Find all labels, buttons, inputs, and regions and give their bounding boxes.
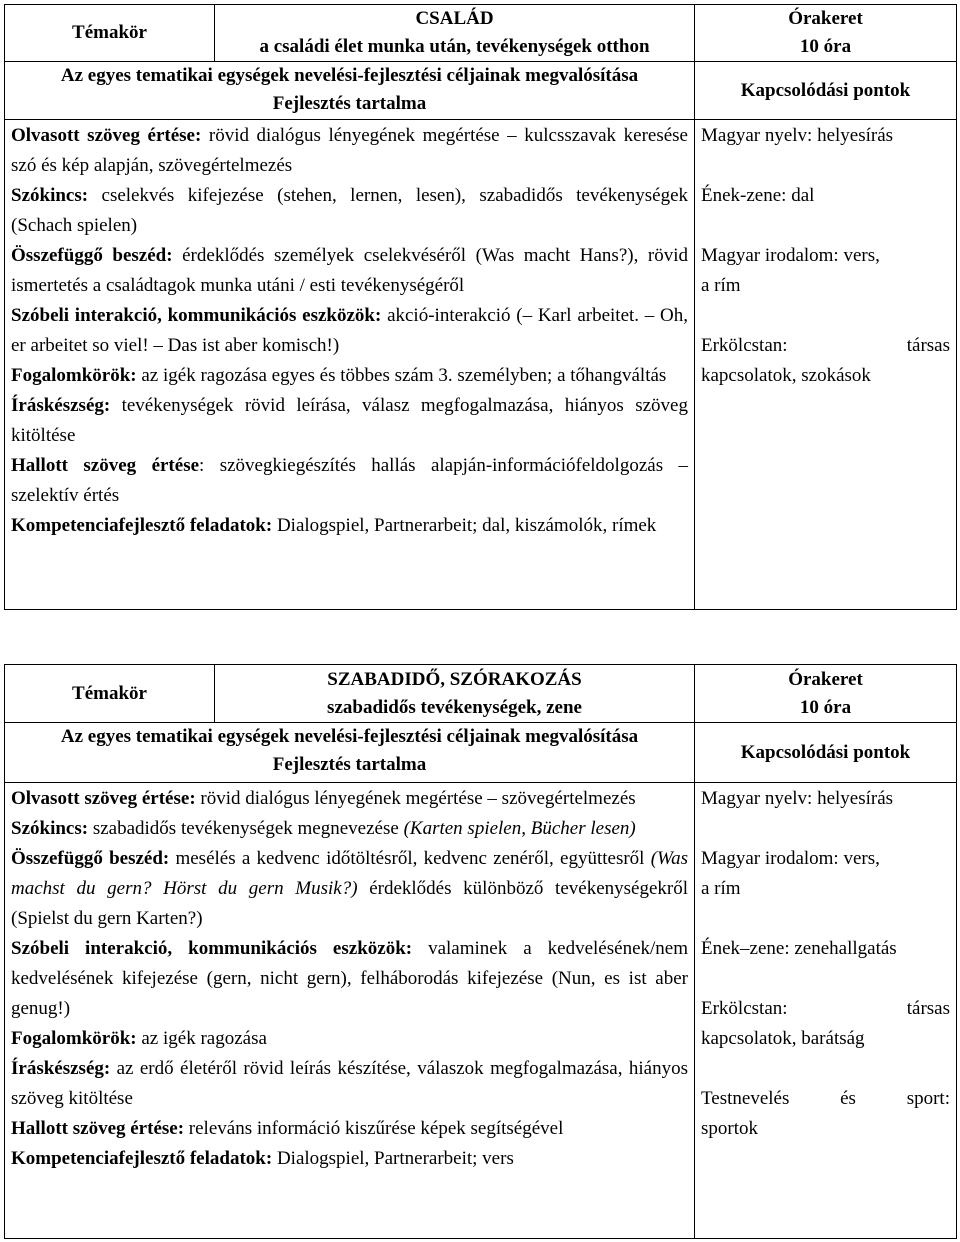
topic-subtitle: szabadidős tevékenységek, zene (327, 697, 582, 718)
content-heading: Fejlesztés tartalma (272, 754, 427, 775)
temakor-label: Témakör (5, 665, 215, 723)
topic-title: SZABADIDŐ, SZÓRAKOZÁS (327, 669, 582, 690)
topic-title: CSALÁD (415, 8, 494, 29)
content-item: Összefüggő beszéd: érdeklődés személyek cselekvéséről (Was macht Hans?), rövid ismertetés a családtagok munka utáni / esti tevékenységéről (11, 245, 689, 296)
link-item: Magyar irodalom: vers, a rím (701, 848, 880, 899)
content-item: Összefüggő beszéd: mesélés a kedvenc időtöltésről, kedvenc zenéről, együttesről (Was machst du gern? Hörst du gern Musik?) érdeklődés különböző tevékenységekről (Spielst du gern Karten?) (11, 848, 689, 929)
content-item: Fogalomkörök: az igék ragozása (11, 1028, 267, 1049)
orakeret-cell (695, 5, 957, 62)
links-heading: Kapcsolódási pontok (695, 62, 957, 120)
content-cell (5, 783, 695, 1239)
unit-table-csalad (4, 4, 957, 610)
topic-title-cell (215, 665, 695, 723)
link-item: Ének–zene: zenehallgatás (701, 938, 897, 959)
link-item: Magyar irodalom: vers, a rím (701, 245, 880, 296)
goals-heading-cell (5, 62, 695, 120)
unit-table-szabadido (4, 664, 957, 1239)
content-cell (5, 120, 695, 610)
content-item: Fogalomkörök: az igék ragozása egyes és többes szám 3. személyben; a tőhangváltás (11, 365, 667, 386)
content-item: Szókincs: szabadidős tevékenységek megnevezése (Karten spielen, Bücher lesen) (11, 818, 636, 839)
content-item: Olvasott szöveg értése: rövid dialógus lényegének megértése – kulcsszavak keresése szó és kép alapján, szövegértelmezés (11, 125, 688, 176)
link-item-cont: sportok (701, 1118, 758, 1139)
content-item: Szóbeli interakció, kommunikációs eszközök: valaminek a kedvelésének/nem kedvelésének kifejezése (gern, nicht gern), felháborodás kifejezése (Nun, es ist aber genug!) (11, 938, 688, 1019)
link-item-cont: kapcsolatok, barátság (701, 1028, 865, 1049)
content-item: Íráskészség: az erdő életéről rövid leírás készítése, válaszok megfogalmazása, hiányos szöveg kitöltése (11, 1058, 688, 1109)
link-item-cont: kapcsolatok, szokások (701, 365, 871, 386)
link-item: Magyar nyelv: helyesírás (701, 125, 894, 146)
content-item: Hallott szöveg értése: szövegkiegészítés hallás alapján-információfeldolgozás – szelektív értés (11, 455, 688, 506)
content-item: Kompetenciafejlesztő feladatok: Dialogspiel, Partnerarbeit; dal, kiszámolók, rímek (11, 515, 657, 536)
link-item: Testnevelés és sport: (701, 1088, 950, 1109)
links-heading: Kapcsolódási pontok (695, 723, 957, 783)
topic-title-cell (215, 5, 695, 62)
content-item: Hallott szöveg értése: releváns információ kiszűrése képek segítségével (11, 1118, 564, 1139)
content-item: Szókincs: cselekvés kifejezése (stehen, lernen, lesen), szabadidős tevékenységek (Schach spielen) (11, 185, 688, 236)
goals-heading: Az egyes tematikai egységek nevelési-fejlesztési céljainak megvalósítása (60, 726, 639, 747)
link-item: Magyar nyelv: helyesírás (701, 788, 894, 809)
links-cell (695, 120, 957, 610)
orakeret-value: 10 óra (799, 697, 852, 718)
orakeret-value: 10 óra (799, 36, 852, 57)
orakeret-cell (695, 665, 957, 723)
goals-heading-cell (5, 723, 695, 783)
temakor-label: Témakör (5, 5, 215, 62)
content-item: Szóbeli interakció, kommunikációs eszközök: akció-interakció (– Karl arbeitet. – Oh, er arbeitet so viel! – Das ist aber komisch!) (11, 305, 688, 356)
link-item: Ének-zene: dal (701, 185, 815, 206)
goals-heading: Az egyes tematikai egységek nevelési-fejlesztési céljainak megvalósítása (60, 65, 639, 86)
links-cell (695, 783, 957, 1239)
content-item: Íráskészség: tevékenységek rövid leírása, válasz megfogalmazása, hiányos szöveg kitöltése (11, 395, 688, 446)
orakeret-label: Órakeret (788, 8, 863, 29)
content-item: Kompetenciafejlesztő feladatok: Dialogspiel, Partnerarbeit; vers (11, 1148, 514, 1169)
topic-subtitle: a családi élet munka után, tevékenységek otthon (259, 36, 650, 57)
link-item: Erkölcstan: társas (701, 335, 950, 356)
content-heading: Fejlesztés tartalma (272, 93, 427, 114)
orakeret-label: Órakeret (788, 669, 863, 690)
content-item: Olvasott szöveg értése: rövid dialógus lényegének megértése – szövegértelmezés (11, 788, 636, 809)
link-item: Erkölcstan: társas (701, 998, 950, 1019)
